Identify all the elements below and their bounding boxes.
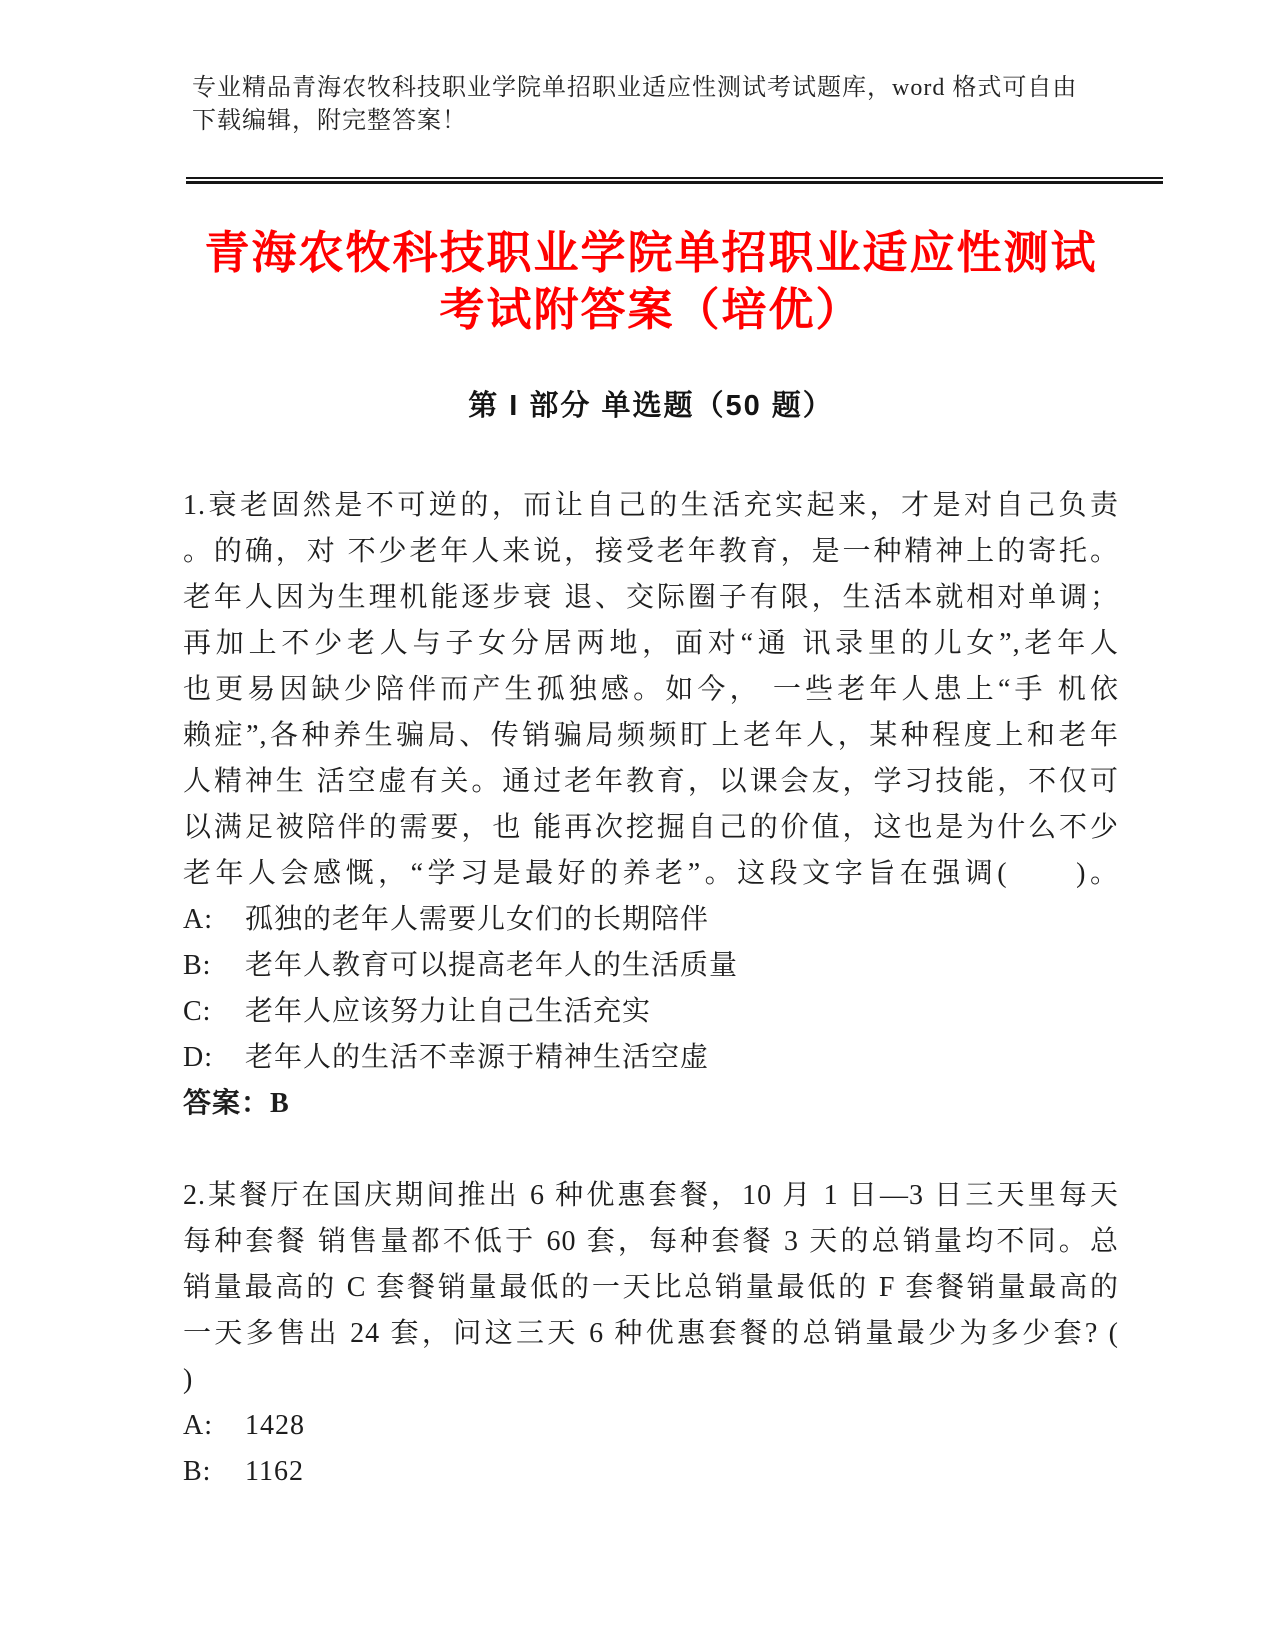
section-heading: 第 I 部分 单选题（50 题） — [468, 390, 834, 422]
question-text-line: 也更易因缺少陪伴而产生孤独感。如今， 一些老年人患上“手 机依 — [183, 674, 1119, 705]
answer-line: 答案：B — [183, 1088, 290, 1119]
question-text-line: 再加上不少老人与子女分居两地，面对“通 讯录里的儿女”,老年人 — [183, 628, 1119, 659]
disclaimer-line: 专业精品青海农牧科技职业学院单招职业适应性测试考试题库，word 格式可自由 — [192, 75, 1078, 101]
question-text-line: 每种套餐 销售量都不低于 60 套，每种套餐 3 天的总销量均不同。总 — [183, 1226, 1119, 1257]
option-label: B: — [183, 950, 212, 981]
option-row — [183, 1449, 1119, 1495]
question-text-line: ) — [183, 1364, 194, 1395]
question-text-line: 销量最高的 C 套餐销量最低的一天比总销量最低的 F 套餐销量最高的 — [183, 1272, 1119, 1303]
question-text-line: 赖症”,各种养生骗局、传销骗局频频盯上老年人，某种程度上和老年 — [183, 720, 1119, 751]
option-text: 1162 — [245, 1456, 304, 1487]
question-text-line: 1.衰老固然是不可逆的，而让自己的生活充实起来，才是对自己负责 — [183, 490, 1119, 521]
option-label: D: — [183, 1042, 213, 1073]
option-label: A: — [183, 1410, 213, 1441]
question-text-line: 2.某餐厅在国庆期间推出 6 种优惠套餐，10 月 1 日—3 日三天里每天 — [183, 1180, 1119, 1211]
question-text-line: 以满足被陪伴的需要，也 能再次挖掘自己的价值，这也是为什么不少 — [183, 812, 1119, 843]
option-text: 老年人的生活不幸源于精神生活空虚 — [245, 1042, 710, 1073]
option-label: C: — [183, 996, 212, 1027]
option-label: A: — [183, 904, 213, 935]
option-row — [183, 1403, 1119, 1449]
question-text-line: 老年人因为生理机能逐步衰 退、交际圈子有限，生活本就相对单调； — [183, 582, 1119, 613]
option-label: B: — [183, 1456, 212, 1487]
header-divider — [186, 177, 1163, 184]
option-text: 孤独的老年人需要儿女们的长期陪伴 — [245, 904, 710, 935]
document-title — [183, 224, 1119, 338]
option-row — [183, 989, 1119, 1035]
questions — [183, 483, 1119, 1495]
question-text-line: 人精神生 活空虚有关。通过老年教育，以课会友，学习技能，不仅可 — [183, 766, 1119, 797]
question-text-line: 。的确，对 不少老年人来说，接受老年教育，是一种精神上的寄托。 — [183, 536, 1119, 567]
option-row — [183, 943, 1119, 989]
question-text-line: 老年人会感慨，“学习是最好的养老”。这段文字旨在强调( )。 — [183, 858, 1119, 889]
option-text: 老年人教育可以提高老年人的生活质量 — [245, 950, 739, 981]
disclaimer-line: 下载编辑，附完整答案！ — [192, 108, 467, 134]
option-row — [183, 897, 1119, 943]
header-disclaimer — [192, 72, 1078, 138]
question-block — [183, 483, 1119, 1127]
question-text-line: 一天多售出 24 套，问这三天 6 种优惠套餐的总销量最少为多少套? ( — [183, 1318, 1119, 1349]
document-title-line: 考试附答案（培优） — [439, 284, 863, 335]
option-text: 1428 — [245, 1410, 305, 1441]
option-text: 老年人应该努力让自己生活充实 — [245, 996, 652, 1027]
option-row — [183, 1035, 1119, 1081]
document-title-line: 青海农牧科技职业学院单招职业适应性测试 — [204, 227, 1098, 278]
question-block — [183, 1173, 1119, 1495]
